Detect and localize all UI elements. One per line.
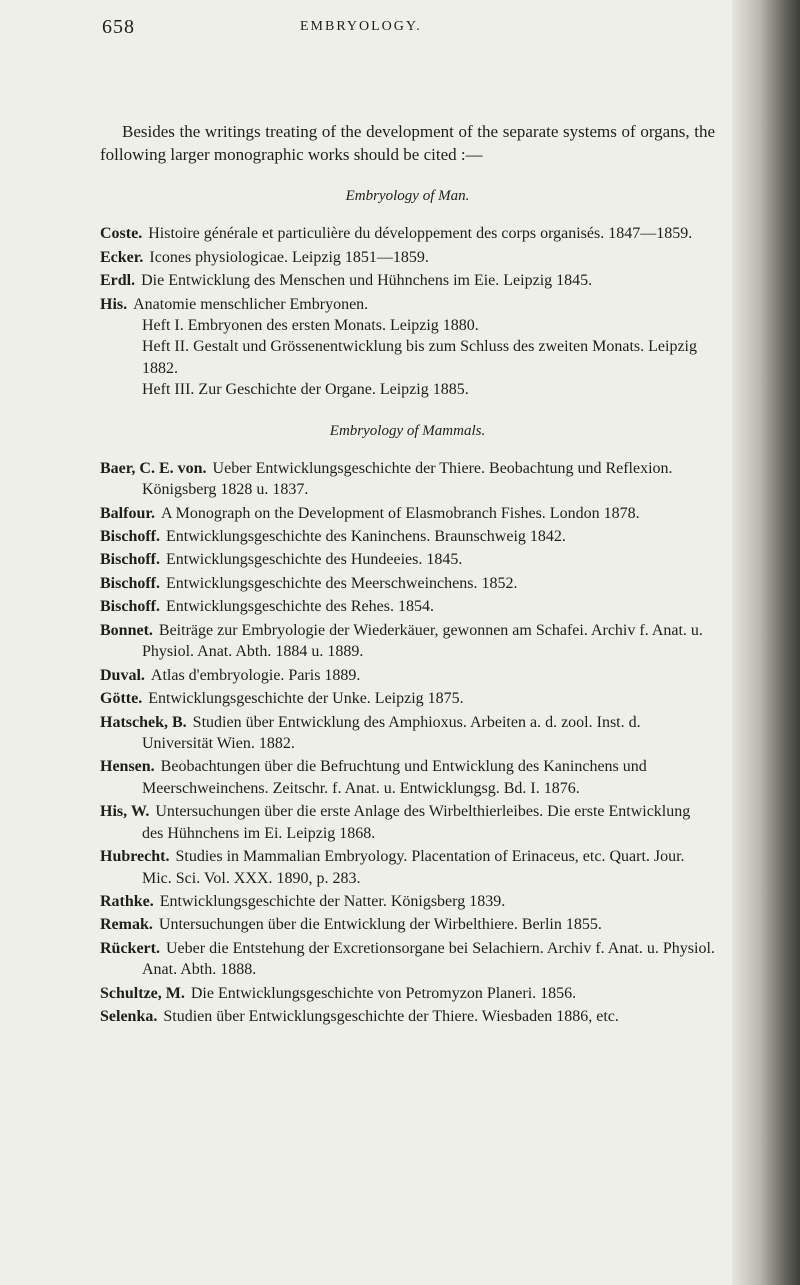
- entry-author: His, W.: [100, 803, 150, 821]
- entry-text: Studien über Entwicklungsgeschichte der Thiere. Wiesbaden 1886, etc.: [163, 1008, 619, 1026]
- entry-subitem: Heft III. Zur Geschichte der Organe. Leipzig 1885.: [142, 381, 469, 399]
- entry-subitem: Heft II. Gestalt und Grössenentwicklung bis zum Schluss des zweiten Monats. Leipzig 1882.: [142, 338, 697, 377]
- entry-text: Icones physiologicae. Leipzig 1851—1859.: [149, 248, 429, 266]
- entry-text: Die Entwicklungsgeschichte von Petromyzon Planeri. 1856.: [190, 984, 577, 1002]
- entry-subitem: Heft I. Embryonen des ersten Monats. Leipzig 1880.: [142, 316, 479, 334]
- entry-author: Götte.: [100, 690, 143, 708]
- bibliography-entry: [100, 756, 715, 799]
- entry-text: A Monograph on the Development of Elasmobranch Fishes. London 1878.: [160, 504, 640, 522]
- entry-author: Rückert.: [100, 939, 160, 957]
- bibliography-entry: [100, 846, 715, 889]
- section-title: Embryology of Mammals.: [329, 422, 486, 439]
- entry-text: Atlas d'embryologie. Paris 1889.: [150, 666, 361, 684]
- entry-author: Remak.: [100, 916, 153, 934]
- entry-text: Entwicklungsgeschichte des Rehes. 1854.: [166, 598, 434, 616]
- entry-text: Ueber die Entstehung der Excretionsorgane bei Selachiern. Archiv f. Anat. u. Physiol. Anat. Abth. 1888.: [142, 939, 715, 979]
- entry-author: Bischoff.: [100, 574, 160, 592]
- bibliography-entry: [100, 503, 715, 524]
- entry-author: Ecker.: [100, 248, 144, 266]
- entry-author: Erdl.: [100, 272, 136, 290]
- bibliography-entry: [100, 914, 715, 935]
- bibliography-entry: [100, 712, 715, 755]
- bibliography-entry: [100, 223, 715, 244]
- entry-author: Schultze, M.: [100, 984, 185, 1002]
- section-title: Embryology of Man.: [345, 188, 470, 205]
- entry-author: Duval.: [100, 666, 145, 684]
- entry-author: Balfour.: [100, 504, 155, 522]
- page-header: [0, 16, 730, 46]
- bibliography-entry: [100, 294, 715, 401]
- bibliography-entry: [100, 938, 715, 981]
- entry-author: Bonnet.: [100, 621, 153, 639]
- entry-author: Bischoff.: [100, 598, 160, 616]
- entry-text: Entwicklungsgeschichte des Kaninchens. Braunschweig 1842.: [166, 528, 566, 546]
- bibliography-entry: [100, 596, 715, 617]
- entry-text: Untersuchungen über die erste Anlage des Wirbelthierleibes. Die erste Entwicklung des Hühnchens im Ei. Leipzig 1868.: [142, 803, 691, 842]
- entry-text: Studien über Entwicklung des Amphioxus. Arbeiten a. d. zool. Inst. d. Universität Wien. 1882.: [142, 713, 641, 752]
- entry-text: Beiträge zur Embryologie der Wiederkäuer, gewonnen am Schafei. Archiv f. Anat. u. Physiol. Anat. Abth. 1884 u. 1889.: [142, 621, 703, 661]
- entry-text: Die Entwicklung des Menschen und Hühnchens im Eie. Leipzig 1845.: [141, 272, 593, 290]
- bibliography-entry: [100, 573, 715, 594]
- bibliography-entry: [100, 526, 715, 547]
- entry-text: Ueber Entwicklungsgeschichte der Thiere. Beobachtung und Reflexion. Königsberg 1828 u. 1837.: [142, 459, 673, 499]
- entry-text: Histoire générale et particulière du développement des corps organisés. 1847—1859.: [148, 225, 693, 243]
- bibliography-entry: [100, 270, 715, 291]
- entry-text: Entwicklungsgeschichte der Unke. Leipzig 1875.: [148, 690, 464, 708]
- entry-author: Bischoff.: [100, 528, 160, 546]
- entry-author: Hubrecht.: [100, 848, 170, 866]
- running-head: EMBRYOLOGY.: [300, 19, 422, 34]
- entry-author: Hatschek, B.: [100, 713, 187, 731]
- bibliography-entry: [100, 549, 715, 570]
- entry-author: Hensen.: [100, 758, 155, 776]
- entry-author: Selenka.: [100, 1008, 158, 1026]
- bibliography-entry: [100, 620, 715, 663]
- page-body: [100, 120, 715, 1030]
- entry-text: Entwicklungsgeschichte des Hundeeies. 1845.: [166, 551, 463, 569]
- bibliography-entry: [100, 983, 715, 1004]
- entry-author: Bischoff.: [100, 551, 160, 569]
- intro-paragraph: Besides the writings treating of the development of the separate systems of organs, the following larger monographic works should be cited :—: [100, 122, 715, 165]
- section-embryology-of-mammals: [100, 423, 715, 1028]
- entry-text: Entwicklungsgeschichte der Natter. Königsberg 1839.: [159, 893, 506, 911]
- bibliography-entry: [100, 665, 715, 686]
- bibliography-entry: [100, 247, 715, 268]
- section-embryology-of-man: [100, 188, 715, 401]
- entry-author: His.: [100, 295, 128, 313]
- entry-text: Studies in Mammalian Embryology. Placentation of Erinaceus, etc. Quart. Jour. Mic. Sci. Vol. XXX. 1890, p. 283.: [142, 848, 685, 887]
- entry-author: Baer, C. E. von.: [100, 459, 207, 477]
- bibliography-entry: [100, 458, 715, 501]
- bibliography-entry: [100, 801, 715, 844]
- bibliography-entry: [100, 1006, 715, 1027]
- entry-author: Rathke.: [100, 893, 154, 911]
- page-edge: [732, 0, 800, 1285]
- entry-text: Untersuchungen über die Entwicklung der Wirbelthiere. Berlin 1855.: [158, 916, 602, 934]
- entry-text: Entwicklungsgeschichte des Meerschweinchens. 1852.: [166, 574, 518, 592]
- bibliography-entry: [100, 891, 715, 912]
- page-number: 658: [102, 16, 135, 38]
- entry-text: Beobachtungen über die Befruchtung und Entwicklung des Kaninchens und Meerschweinchens. Zeitschr. f. Anat. u. Entwicklungsg. Bd. I. 1876.: [142, 758, 647, 797]
- entry-author: Coste.: [100, 225, 143, 243]
- entry-text: Anatomie menschlicher Embryonen.: [133, 295, 369, 313]
- bibliography-entry: [100, 688, 715, 709]
